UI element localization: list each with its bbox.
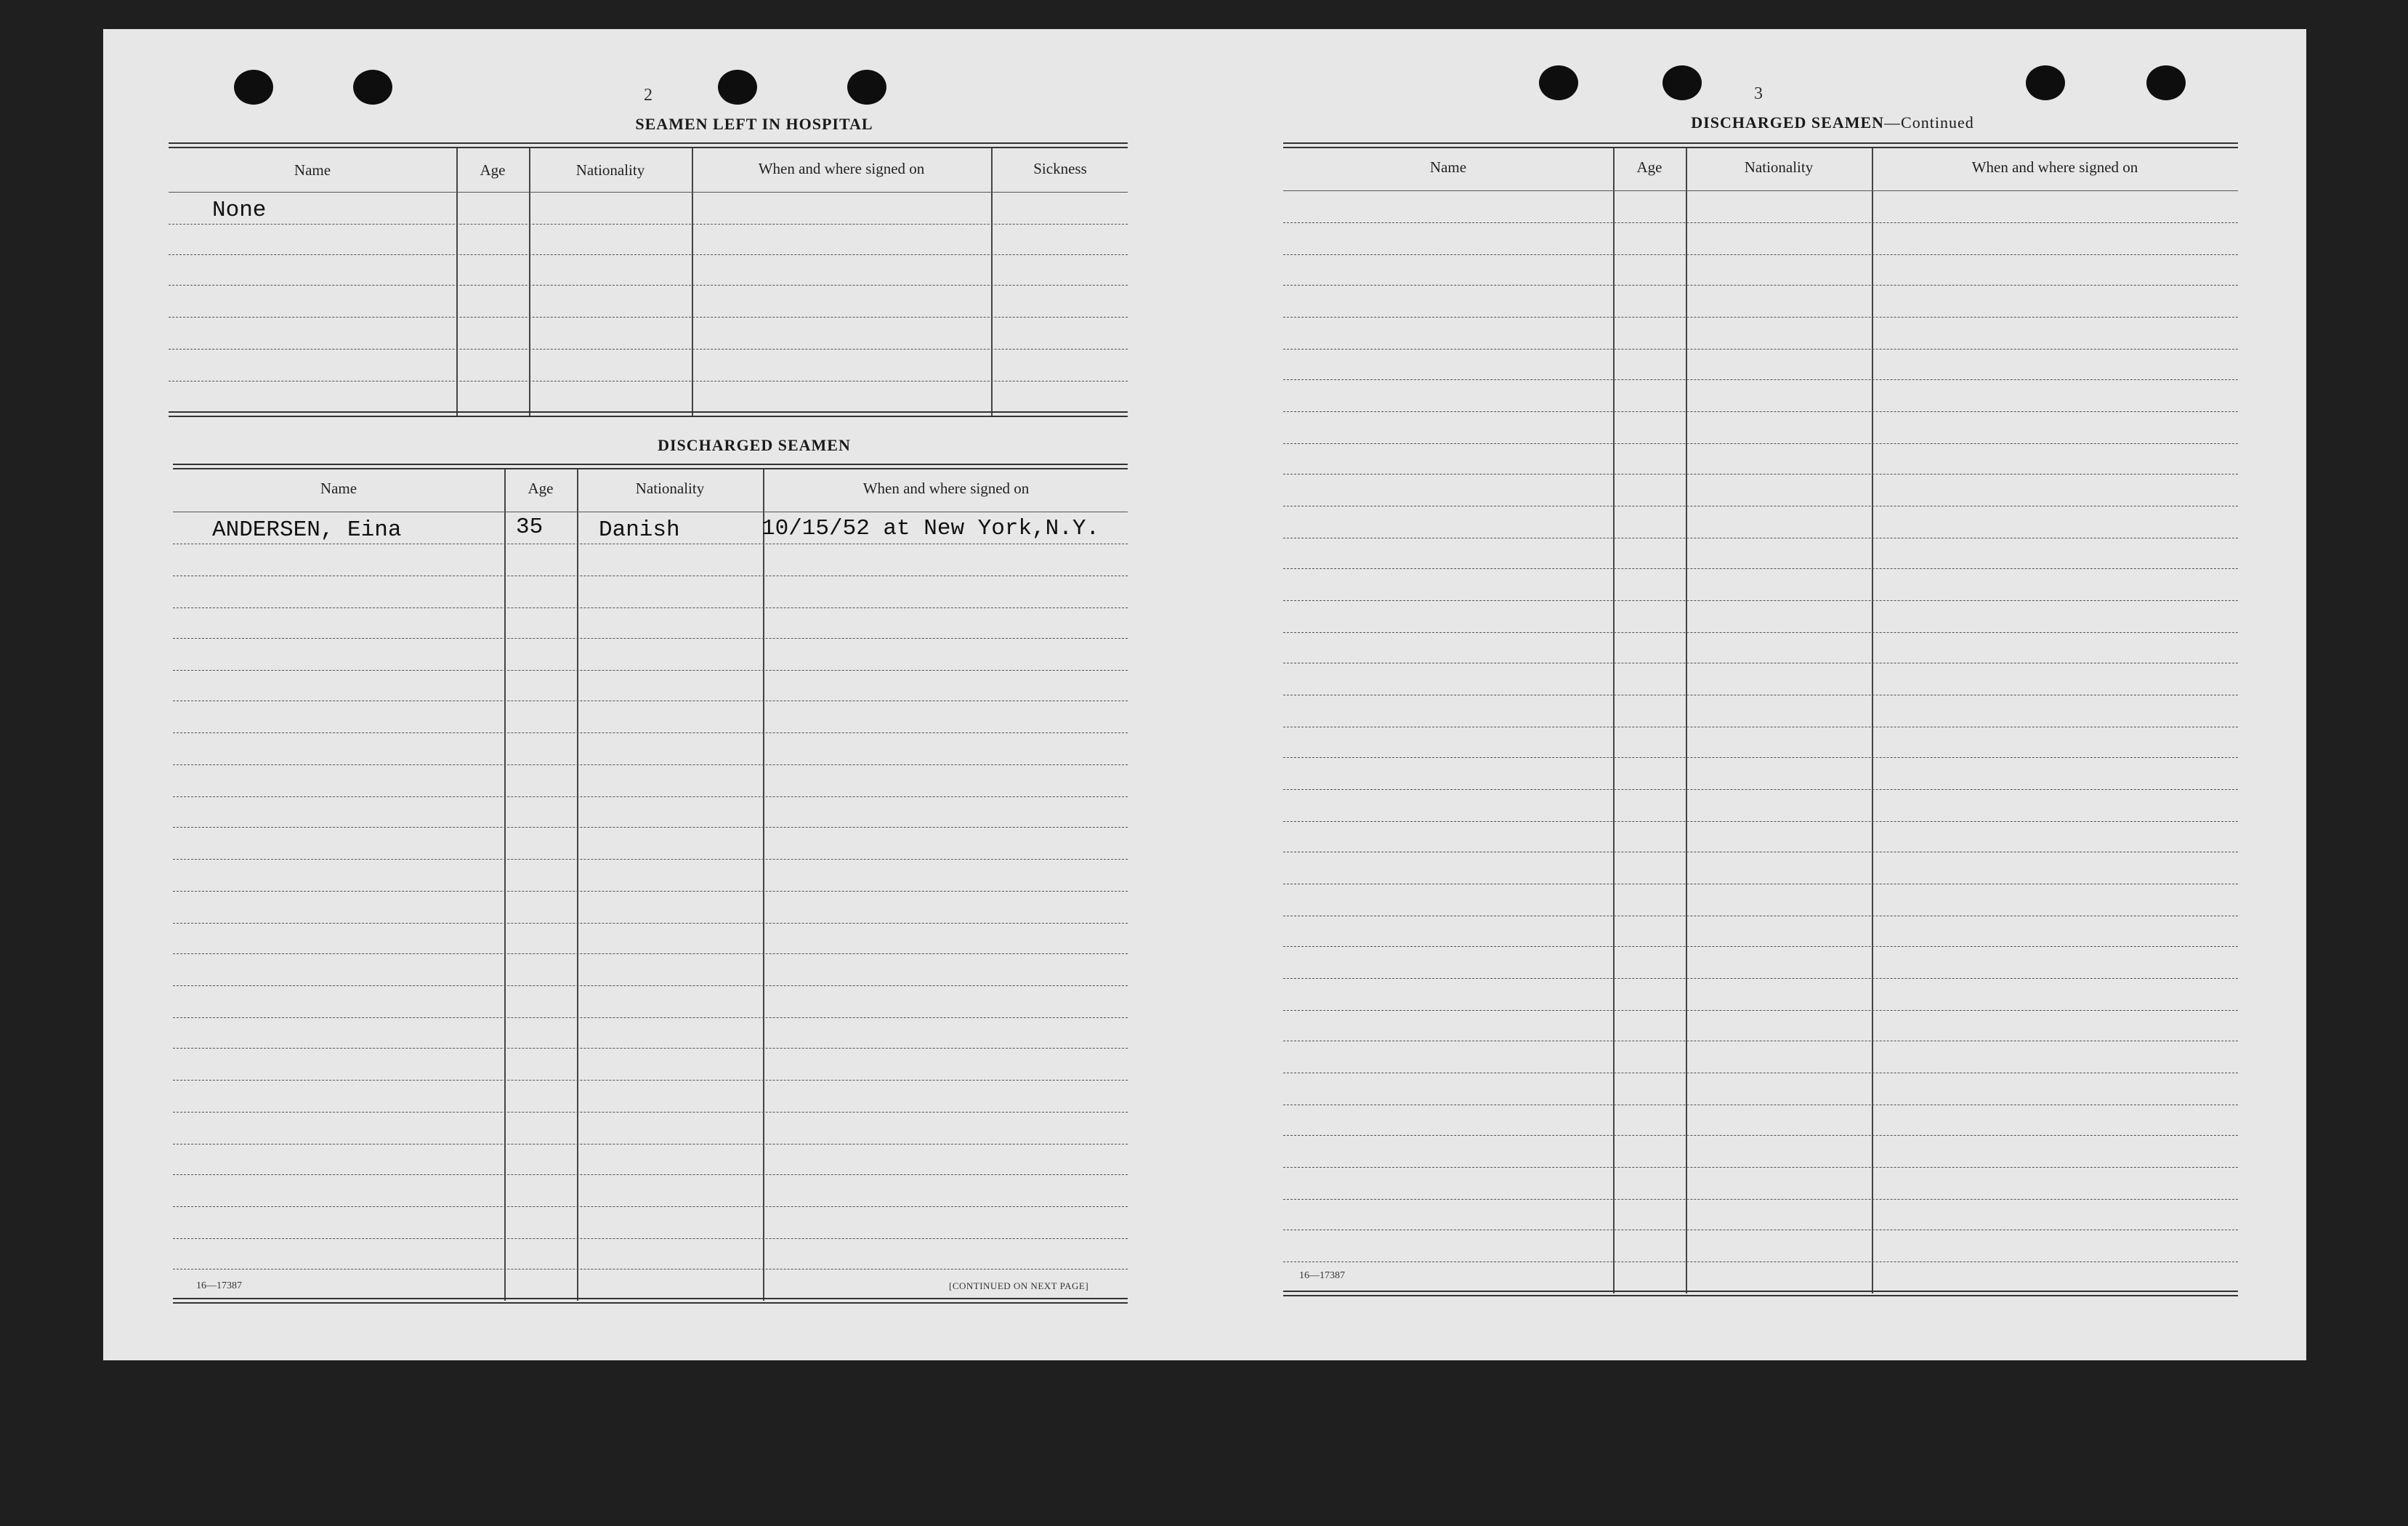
column-header: Age xyxy=(480,161,506,179)
punch-hole xyxy=(1662,65,1702,100)
column-header: Name xyxy=(294,161,331,179)
document-sheet xyxy=(103,29,2306,1360)
discharged-row-nationality: Danish xyxy=(599,517,680,543)
punch-hole xyxy=(353,70,392,105)
hospital-row-name: None xyxy=(212,198,267,223)
punch-hole xyxy=(234,70,273,105)
discharged-row-age: 35 xyxy=(516,514,544,540)
page-number-left: 2 xyxy=(644,86,652,105)
column-header: Age xyxy=(1636,158,1662,176)
column-header: Age xyxy=(528,480,554,497)
discharged-row-signed-on: 10/15/52 at New York,N.Y. xyxy=(761,516,1100,541)
column-header: Nationality xyxy=(1744,158,1814,176)
column-header: Nationality xyxy=(575,161,645,179)
column-header: Nationality xyxy=(635,480,705,497)
table-bottom-rule xyxy=(173,1298,1128,1304)
column-header: When and where signed on xyxy=(862,480,1030,497)
punch-hole xyxy=(718,70,757,105)
form-number-right: 16—17387 xyxy=(1299,1270,1345,1281)
discharged-row-name: ANDERSEN, Eina xyxy=(212,517,402,543)
table-top-rule xyxy=(173,464,1128,469)
column-header: Name xyxy=(320,480,357,497)
continued-note: [CONTINUED ON NEXT PAGE] xyxy=(949,1280,1089,1291)
table-bottom-rule xyxy=(1283,1291,2238,1296)
table-top-rule xyxy=(1283,142,2238,148)
page-number-right: 3 xyxy=(1754,84,1763,103)
punch-hole xyxy=(2146,65,2186,100)
column-header: When and where signed on xyxy=(1971,158,2138,176)
table-bottom-rule xyxy=(169,411,1128,417)
punch-hole xyxy=(1539,65,1578,100)
title-main: DISCHARGED SEAMEN xyxy=(1691,113,1885,132)
discharged-continued-title xyxy=(1469,113,2196,132)
discharged-section-title: DISCHARGED SEAMEN xyxy=(658,436,851,454)
column-header: When and where signed on xyxy=(758,160,925,177)
hospital-section-title: SEAMEN LEFT IN HOSPITAL xyxy=(635,115,873,133)
punch-hole xyxy=(2026,65,2065,100)
title-continued: —Continued xyxy=(1884,113,1974,132)
punch-hole xyxy=(847,70,886,105)
column-header: Name xyxy=(1429,158,1467,176)
table-top-rule xyxy=(169,142,1128,148)
form-number-left: 16—17387 xyxy=(196,1280,242,1291)
column-header: Sickness xyxy=(1033,160,1087,177)
